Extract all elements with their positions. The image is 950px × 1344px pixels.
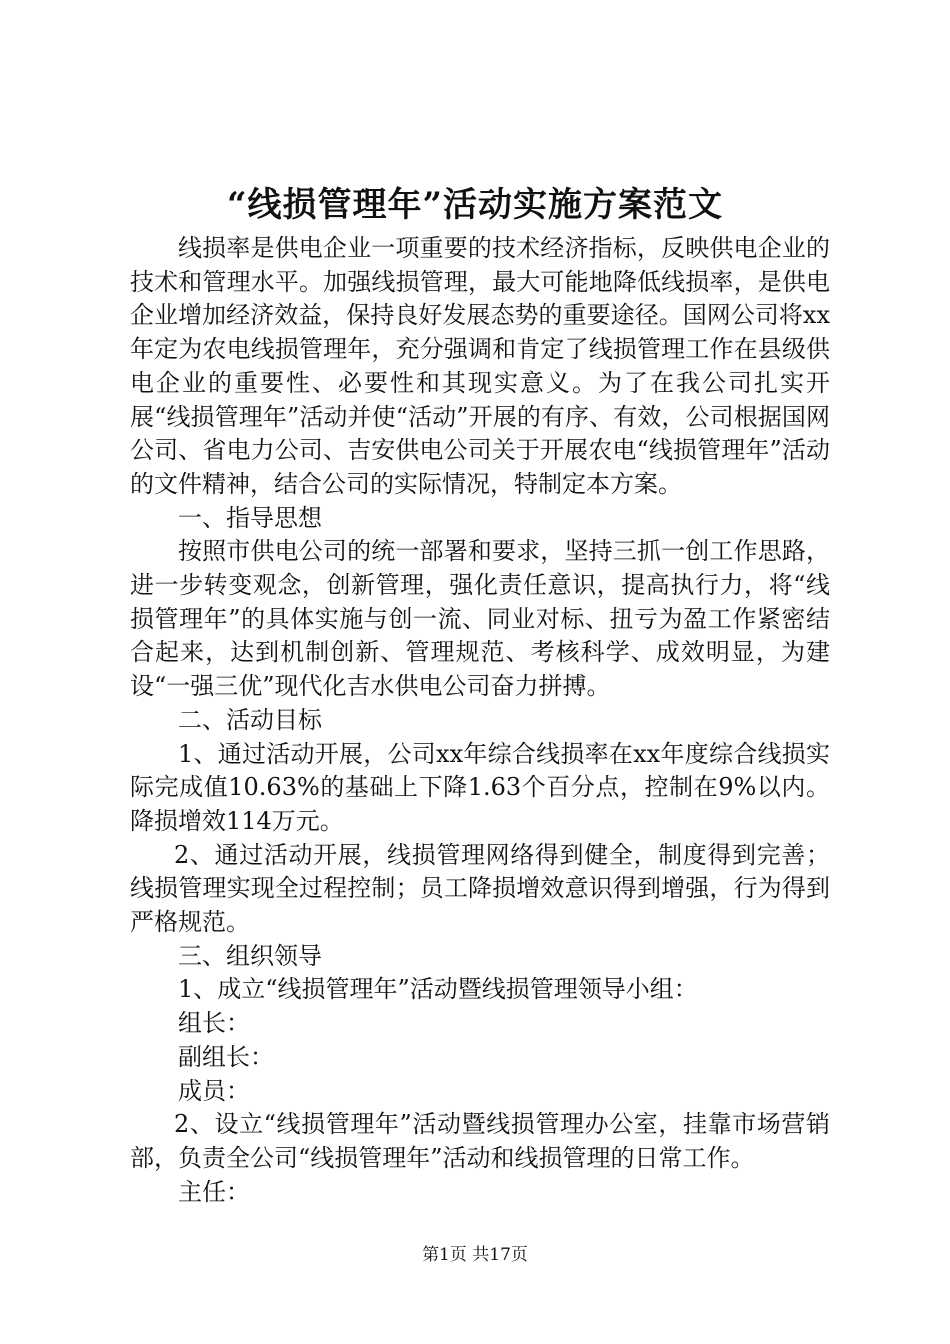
- section-heading-activity-goals: 二、活动目标: [178, 705, 322, 734]
- members-label: 成员：: [178, 1076, 250, 1105]
- document-title: “线损管理年”活动实施方案范文: [226, 185, 724, 225]
- goal-item-2: 2、通过活动开展，线损管理网络得到健全，制度得到完善；线损管理实现全过程控制；员工降损增效意识得到增强，行为得到严格规范。: [130, 840, 830, 937]
- section-heading-organization: 三、组织领导: [178, 941, 322, 970]
- section-heading-guiding-ideology: 一、指导思想: [178, 503, 322, 532]
- page-footer: 第1页 共17页: [422, 1245, 528, 1265]
- intro-paragraph: 线损率是供电企业一项重要的技术经济指标，反映供电企业的技术和管理水平。加强线损管理，最大可能地降低线损率，是供电企业增加经济效益，保持良好发展态势的重要途径。国网公司将xx年定为农电线损管理年，充分强调和肯定了线损管理工作在县级供电企业的重要性、必要性和其现实意义。为了在我公司扎实开展“线损管理年”活动并使“活动”开展的有序、有效，公司根据国网公司、省电力公司、吉安供电公司关于开展农电“线损管理年”活动的文件精神，结合公司的实际情况，特制定本方案。: [130, 234, 830, 498]
- organization-item-2: 2、设立“线损管理年”活动暨线损管理办公室，挂靠市场营销部，负责全公司“线损管理年”活动和线损管理的日常工作。: [130, 1110, 830, 1172]
- document-body: [130, 232, 830, 1209]
- guiding-ideology-paragraph: 按照市供电公司的统一部署和要求，坚持三抓一创工作思路，进一步转变观念，创新管理，强化责任意识，提高执行力，将“线损管理年”的具体实施与创一流、同业对标、扭亏为盈工作紧密结合起来，达到机制创新、管理规范、考核科学、成效明显，为建设“一强三优”现代化吉水供电公司奋力拼搏。: [130, 537, 830, 701]
- organization-item-1: 1、成立“线损管理年”活动暨线损管理领导小组：: [178, 975, 698, 1004]
- goal-item-1: 1、通过活动开展，公司xx年综合线损率在xx年度综合线损实际完成值10.63%的基础上下降1.63个百分点，控制在9%以内。降损增效114万元。: [130, 739, 830, 835]
- director-label: 主任：: [178, 1177, 250, 1206]
- team-leader-label: 组长：: [178, 1009, 250, 1038]
- deputy-leader-label: 副组长：: [178, 1042, 274, 1071]
